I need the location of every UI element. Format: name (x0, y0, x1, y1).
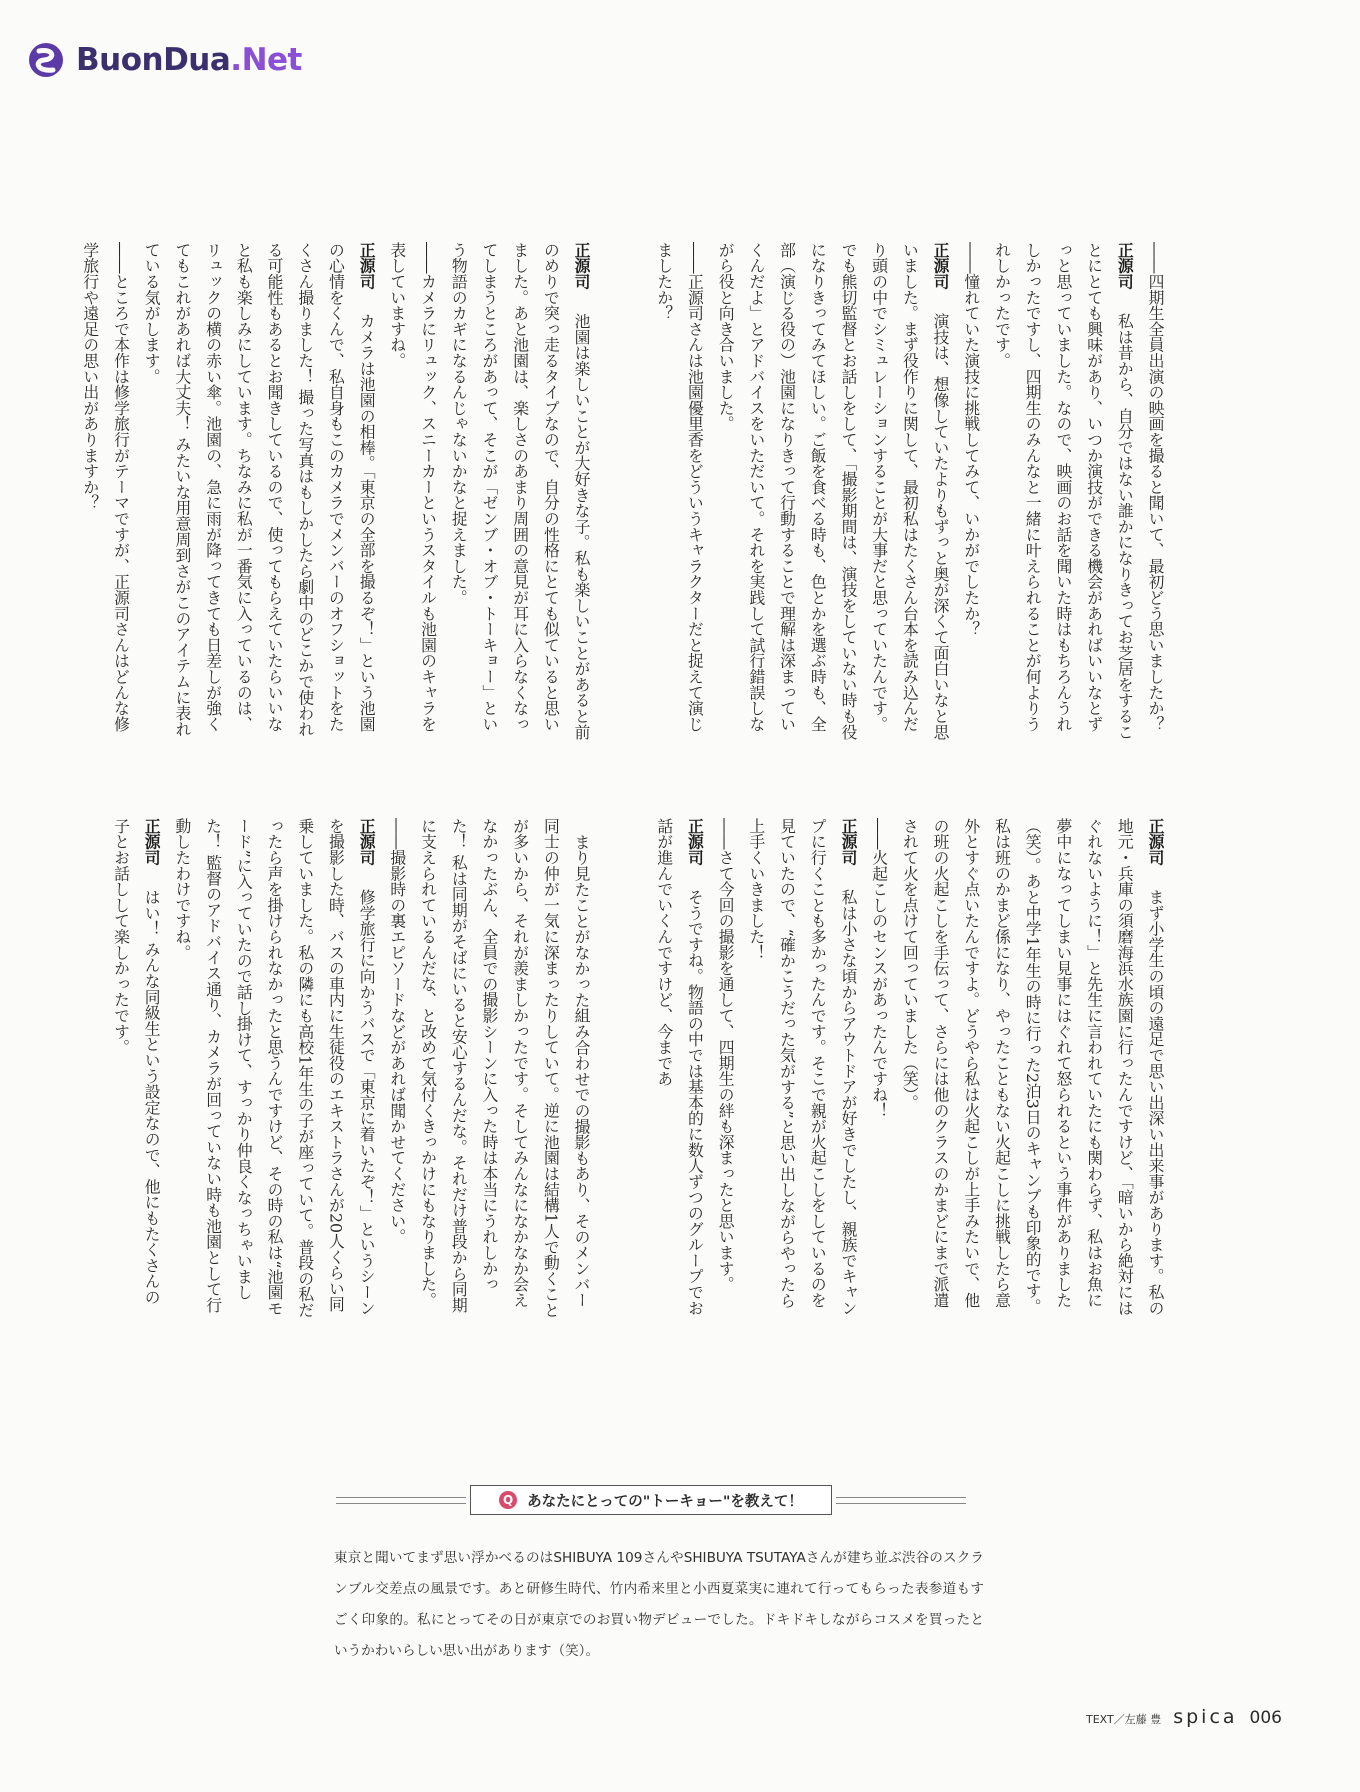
interview-question (1139, 242, 1170, 742)
column-block-top-left (74, 242, 596, 742)
speaker-name: 正源司 (572, 242, 592, 290)
paragraph-text: まり見たことがなかった組み合わせでの撮影もあり、そのメンバー同士の仲が一気に深まったりしていて。逆に池園は結構1人で動くことが多いから、それが羨ましかったです。そしてみんなになかなか会えなかったぶん、全員での撮影シーンに入った時は本当にうれしかった！ 私は同期がそばにいると安心するんだな。それだけ普段から同期に支えられているんだな、と改めて気付くきっかけにもなりました。 (418, 818, 592, 1318)
magazine-name: spica (1173, 1706, 1238, 1728)
watermark-text (76, 42, 302, 78)
watermark-logo-icon (28, 42, 64, 78)
paragraph-text: カメラは池園の相棒。「東京の全部を撮るぞ！」という池園の心情をくんで、私自身もこのカメラでメンバーのオフショットをたくさん撮りました！ 撮った写真はもしかしたら劇中のどこかで使われる可能性もあるとお聞きしているので、使ってもらえていたらいいなと私も楽しみにしています。ちなみに私が一番気に入っているのは、リュックの横の赤い傘。池園の、急に雨が降ってきても日差しが強くてもこれがあれば大丈夫！ みたいな用意周到さがこのアイテムに表れている気がします。 (142, 242, 377, 737)
paragraph-text: そうですね。物語の中では基本的に数人ずつのグループでお話が進んでいくんですけど、今まであ (654, 818, 705, 1316)
interview-answer (136, 242, 382, 742)
interview-answer (443, 242, 597, 742)
page-footer (1086, 1706, 1282, 1728)
paragraph-text: まず小学生の頃の遠足で思い出深い出来事があります。私の地元・兵庫の須磨海浜水族園に行ったんですけど、「暗いから絶対にはぐれないように！」と先生に言われていたにも関わらず、私はお魚に夢中になってしまい見事にはぐれて怒られるという事件がありました（笑）。あと中学1年生の時に行った2泊3日のキャンプも印象的です。私は班のかまど係になり、やったこともない火起こしに挑戦したら意外とすぐ点いたんですよ。どうやら私は火起こしが上手みたいで、他の班の火起こしを手伝って、さらには他のクラスのかまどにまで派遣されて火を点けて回っていました（笑）。 (900, 818, 1165, 1316)
paragraph-text: 私は昔から、自分ではない誰かになりきってお芝居をすることにとても興味があり、いつか演技ができる機会があればいいなとずっと思っていました。なので、映画のお話を聞いた時はもちろんうれしかったですし、四期生のみんなと一緒に叶えられることが何よりうれしかったです。 (992, 242, 1135, 740)
q-icon: Q (499, 1491, 517, 1509)
interview-question (955, 242, 986, 742)
interview-answer (105, 818, 166, 1318)
interview-question (648, 242, 709, 742)
paragraph-text: ――ところで本作は修学旅行がテーマですが、正源司さんはどんな修学旅行や遠足の思い出がありますか？ (80, 242, 131, 732)
paragraph-text: ――撮影時の裏エピソードなどがあれば聞かせてください。 (387, 818, 407, 1245)
speaker-name: 正源司 (838, 818, 858, 866)
paragraph-text: ――カメラにリュック、スニーカーというスタイルも池園のキャラを表していますね。 (387, 242, 438, 732)
qa-heading-box (470, 1485, 832, 1515)
qa-title: あなたにとっての"トーキョー"を教えて！ (527, 1493, 803, 1510)
article-row-bottom (111, 818, 1170, 1318)
interview-answer (740, 818, 863, 1318)
paragraph-text: 演技は、想像していたよりもずっと奥が深くて面白いなと思いました。まず役作りに関して、最初私はたくさん台本を読み込んだり頭の中でシミュレーションすることが大事だと思っていたんです。でも熊切監督とお話しをして、「撮影期間は、演技をしていない時も役になりきってみてほしい。ご飯を食べる時も、色とかを選ぶ時も、全部（演じる役の）池園になりきって行動することで理解は深まっていくんだよ」とアドバイスをいただいて。それを実践して試行錯誤しながら役と向き合いました。 (716, 242, 951, 740)
speaker-name: 正源司 (357, 818, 377, 866)
divider-line (336, 1503, 466, 1504)
column-block-top-right (648, 242, 1170, 742)
paragraph-text: ――さて今回の撮影を通して、四期生の絆も深まったと思います。 (716, 818, 736, 1292)
interview-answer (709, 242, 955, 742)
interview-question (74, 242, 135, 742)
paragraph-text: ――火起こしのセンスがあったんですね！ (869, 818, 889, 1119)
speaker-name: 正源司 (931, 242, 951, 290)
speaker-name: 正源司 (1115, 242, 1135, 290)
interview-answer (412, 818, 596, 1318)
interview-answer (648, 818, 709, 1318)
watermark-brand: BuonDua (76, 42, 231, 78)
interview-question (381, 818, 412, 1318)
divider-line (336, 1497, 466, 1498)
interview-answer (894, 818, 1170, 1318)
page-number: 006 (1249, 1708, 1282, 1728)
paragraph-text: ――憧れていた演技に挑戦してみて、いかがでしたか？ (961, 242, 981, 637)
speaker-name: 正源司 (142, 818, 162, 866)
divider-line (836, 1503, 966, 1504)
divider-line (836, 1497, 966, 1498)
column-block-bottom-right (648, 818, 1170, 1318)
interview-question (863, 818, 894, 1318)
speaker-name: 正源司 (685, 818, 705, 866)
interview-answer (166, 818, 381, 1318)
interview-question (709, 818, 740, 1318)
speaker-name: 正源司 (1146, 818, 1165, 866)
site-watermark (28, 42, 302, 78)
paragraph-text: ――正源司さんは池園優里香をどういうキャラクターだと捉えて演じましたか？ (654, 242, 705, 732)
watermark-ext: .Net (230, 42, 302, 78)
paragraph-text: 私は小さな頃からアウトドアが好きでしたし、親族でキャンプに行くことも多かったんです。そこで親が火起こしをしているのを見ていたので、“確かこうだった気がする”と思い出しながらやったら上手くいきました！ (746, 818, 858, 1316)
paragraph-text: 池園は楽しいことが大好きな子。私も楽しいことがあると前のめりで突っ走るタイプなので、自分の性格にとても似ていると思いました。あと池園は、楽しさのあまり周囲の意見が耳に入らなくなってしまうところがあって、そこが「ゼンブ・オブ・トーキョー」という物語のカギになるんじゃないかなと捉えました。 (449, 242, 592, 740)
paragraph-text: はい！ みんな同級生という設定なので、他にもたくさんの子とお話しして楽しかったです。 (111, 818, 162, 1305)
speaker-name: 正源司 (357, 242, 377, 290)
interview-question (381, 242, 442, 742)
paragraph-text: ――四期生全員出演の映画を撮ると聞いて、最初どう思いましたか？ (1146, 242, 1165, 732)
interview-answer (986, 242, 1140, 742)
paragraph-text: 修学旅行に向かうバスで「東京に着いたぞ！」というシーンを撮影した時、バスの車内に生徒役のエキストラさんが20人くらい同乗していました。私の隣にも高校1年生の子が座っていて。普段の私だったら声を掛けられなかったと思うんですけど、その時の私は“池園モード”に入っていたので話し掛けて、すっかり仲良くなっちゃいました！ 監督のアドバイス通り、カメラが回っていない時も池園として行動したわけですね。 (172, 818, 377, 1318)
article-row-top (80, 242, 1170, 742)
column-block-bottom-left (105, 818, 596, 1318)
qa-answer: 東京と聞いてまず思い浮かべるのはSHIBUYA 109さんやSHIBUYA TSUTAYAさんが建ち並ぶ渋谷のスクランブル交差点の風景です。あと研修生時代、竹内希来里と小西夏菜実に連れて行ってもらった表参道もすごく印象的。私にとってその日が東京でのお買い物デビューでした。ドキドキしながらコスメを買ったというかわいらしい思い出があります（笑）。 (334, 1550, 984, 1659)
text-credit: TEXT／左藤 豊 (1085, 1713, 1162, 1726)
